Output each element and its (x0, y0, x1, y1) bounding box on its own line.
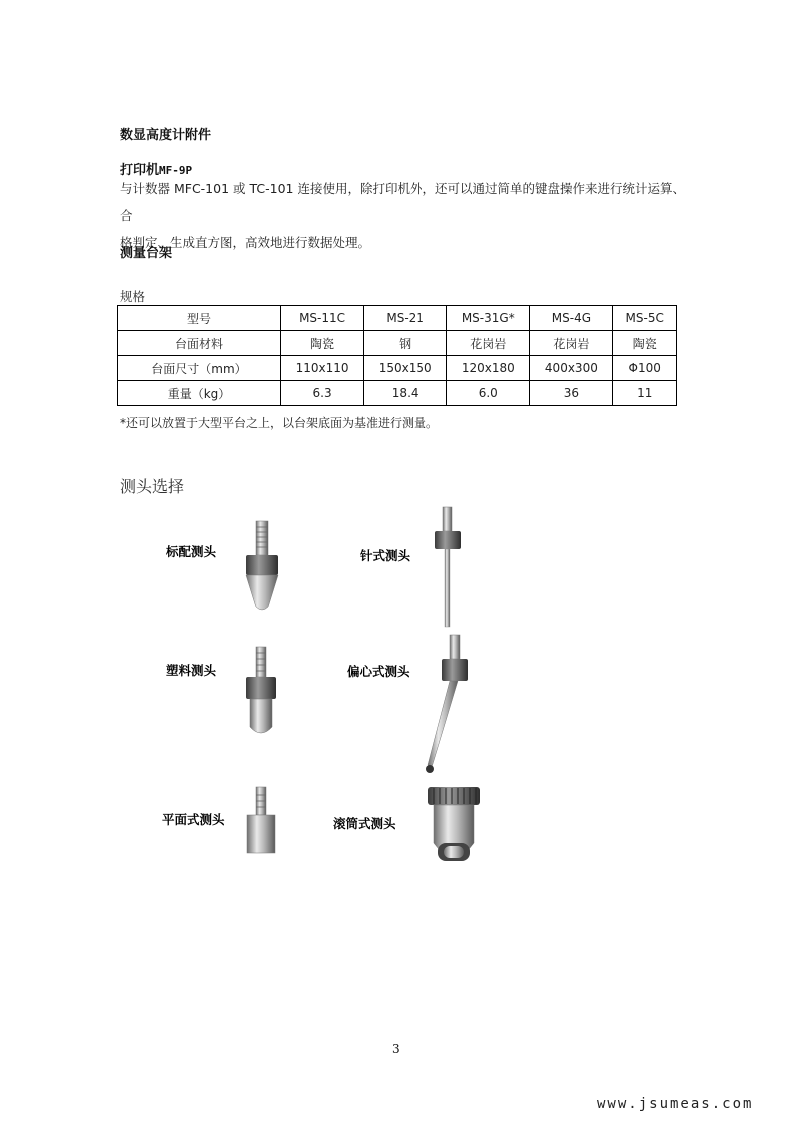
table-cell: 钢 (364, 331, 447, 356)
table-cell: 6.3 (281, 381, 364, 406)
plastic-probe-image (244, 645, 278, 737)
probe-label-plastic: 塑料测头 (166, 663, 217, 678)
table-cell: 台面尺寸（mm） (118, 356, 281, 381)
probe-label-roller: 滚筒式测头 (333, 816, 396, 831)
standard-probe-image (238, 519, 288, 613)
probe-label-needle: 针式测头 (360, 548, 411, 563)
printer-description (120, 175, 690, 256)
printer-model: MF-9P (159, 164, 193, 177)
table-cell: 150x150 (364, 356, 447, 381)
eccentric-probe-image (420, 633, 468, 775)
table-cell: 台面材料 (118, 331, 281, 356)
table-cell: 36 (530, 381, 613, 406)
table-row (118, 331, 677, 356)
needle-probe-image (430, 505, 466, 629)
table-cell: 型号 (118, 306, 281, 331)
stand-heading: 测量台架 (120, 246, 173, 261)
spec-table (117, 305, 677, 406)
footnote: *还可以放置于大型平台之上，以台架底面为基准进行测量。 (120, 416, 439, 430)
flat-probe-image (244, 785, 278, 855)
table-cell: Φ100 (613, 356, 677, 381)
table-row (118, 356, 677, 381)
printer-description-line: 与计数器 MFC-101 或 TC-101 连接使用，除打印机外，还可以通过简单的键盘操作来进行统计运算、合 (120, 181, 685, 223)
page-number: 3 (392, 1042, 400, 1056)
roller-probe-image (424, 785, 484, 869)
table-cell: MS-21 (364, 306, 447, 331)
table-cell: 重量（kg） (118, 381, 281, 406)
table-cell: 陶瓷 (613, 331, 677, 356)
table-cell: 6.0 (447, 381, 530, 406)
table-cell: MS-4G (530, 306, 613, 331)
table-cell: 400x300 (530, 356, 613, 381)
spec-label: 规格 (120, 289, 146, 304)
table-cell: MS-11C (281, 306, 364, 331)
probe-heading: 测头选择 (120, 477, 185, 496)
table-cell: 花岗岩 (447, 331, 530, 356)
table-cell: MS-5C (613, 306, 677, 331)
printer-title-text: 打印机 (120, 163, 160, 178)
table-cell: 花岗岩 (530, 331, 613, 356)
table-cell: 18.4 (364, 381, 447, 406)
website-watermark: www.jsumeas.com (597, 1096, 754, 1112)
table-cell: 陶瓷 (281, 331, 364, 356)
table-cell: 11 (613, 381, 677, 406)
probe-label-flat: 平面式测头 (162, 812, 225, 827)
table-cell: MS-31G* (447, 306, 530, 331)
accessories-heading: 数显高度计附件 (120, 128, 212, 143)
table-row (118, 381, 677, 406)
probe-label-standard: 标配测头 (166, 544, 217, 559)
table-cell: 110x110 (281, 356, 364, 381)
probe-label-eccentric: 偏心式测头 (347, 664, 410, 679)
table-row (118, 306, 677, 331)
table-cell: 120x180 (447, 356, 530, 381)
printer-description-line: 格判定、生成直方图，高效地进行数据处理。 (120, 235, 371, 250)
